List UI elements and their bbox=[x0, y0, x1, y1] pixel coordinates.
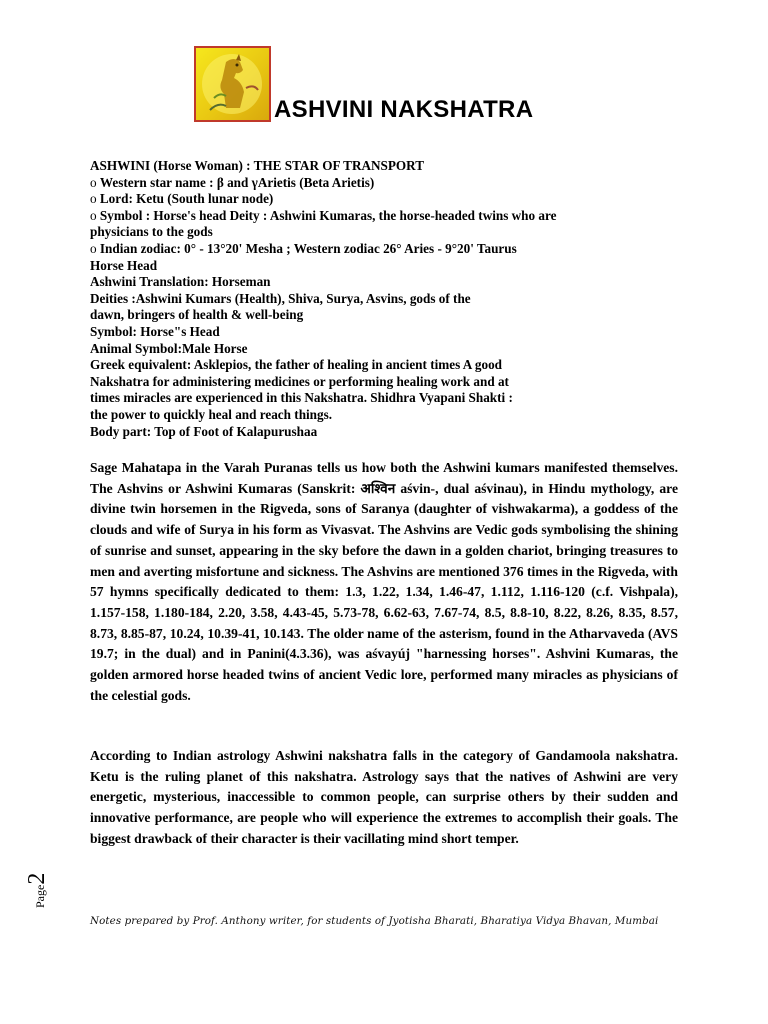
bullet-marker: o bbox=[90, 174, 100, 190]
summary-line bbox=[90, 258, 610, 275]
summary-line-text: Symbol: Horse"s Head bbox=[90, 323, 220, 339]
summary-line-text: Body part: Top of Foot of Kalapurushaa bbox=[90, 423, 318, 439]
summary-line-text: dawn, bringers of health & well-being bbox=[90, 307, 304, 323]
paragraph-origin-ashvins: Sage Mahatapa in the Varah Puranas tells us how both the Ashwini kumars manifested themselves. The Ashvins or Ashwini Kumaras (Sanskrit: अश्विन aśvin-, dual aśvinau), in Hindu mythology, are divine twin horsemen in the Rigveda, sons of Saranya (daughter of vishwakarma), a goddess of the clouds and wife of Surya in his form as Vivasvat. The Ashvins are Vedic gods symbolising the shining of sunrise and sunset, appearing in the sky before the dawn in a golden chariot, bringing treasures to men and averting misfortune and sickness. The Ashvins are mentioned 376 times in the Rigveda, with 57 hymns specifically dedicated to them: 1.3, 1.22, 1.34, 1.46-47, 1.112, 1.116-120 (c.f. Vishpala), 1.157-158, 1.180-184, 2.20, 3.58, 4.43-45, 5.73-78, 6.62-63, 7.67-74, 8.5, 8.8-10, 8.22, 8.26, 8.35, 8.57, 8.73, 8.85-87, 10.24, 10.39-41, 10.143. The older name of the asterism, found in the Atharvaveda (AVS 19.7; in the dual) and in Panini(4.3.36), was aśvayúj "harnessing horses". Ashvini Kumaras, the golden armored horse headed twins of ancient Vedic lore, performed many miracles as physicians of the celestial gods. bbox=[90, 460, 678, 703]
paragraph-astrology: According to Indian astrology Ashwini nakshatra falls in the category of Gandamoola nakshatra. Ketu is the ruling planet of this nakshatra. Astrology says that the natives of Ashwini are very energetic, mysterious, inaccessible to common people, can surprise others by their sudden and innovative performance, are people who will experience the extremes to accomplish their goals. The biggest drawback of their character is their vacillating mind short temper. bbox=[90, 748, 678, 846]
summary-line-text: Symbol : Horse's head Deity : Ashwini Kumaras, the horse-headed twins who are bbox=[99, 207, 557, 223]
summary-line-text: Greek equivalent: Asklepios, the father of healing in ancient times A good bbox=[90, 357, 502, 373]
summary-line-text: Indian zodiac: 0° - 13°20' Mesha ; Western zodiac 26° Aries - 9°20' Taurus bbox=[99, 240, 517, 256]
summary-line-text: Nakshatra for administering medicines or performing healing work and at bbox=[90, 373, 509, 389]
bullet-marker: o bbox=[90, 191, 100, 207]
page-number bbox=[24, 873, 51, 908]
summary-line-text: Horse Head bbox=[90, 257, 158, 273]
footer-credit: Notes prepared by Prof. Anthony writer, for students of Jyotisha Bharati, Bharatiya Vidya Bhavan, Mumbai bbox=[90, 915, 659, 927]
summary-line bbox=[90, 307, 610, 324]
summary-line bbox=[90, 374, 610, 391]
summary-line-text: Deities :Ashwini Kumars (Health), Shiva, Surya, Asvins, gods of the bbox=[90, 290, 471, 306]
bullet-marker: o bbox=[90, 207, 100, 223]
horse-headed-deity-icon bbox=[196, 48, 269, 120]
summary-line-text: Animal Symbol:Male Horse bbox=[90, 340, 248, 356]
summary-line bbox=[90, 208, 610, 225]
summary-line bbox=[90, 241, 610, 258]
summary-line bbox=[90, 175, 610, 192]
summary-line bbox=[90, 324, 610, 341]
nakshatra-summary bbox=[90, 158, 610, 440]
summary-line-text: physicians to the gods bbox=[90, 224, 213, 240]
page-word: Page bbox=[33, 884, 47, 908]
summary-line bbox=[90, 274, 610, 291]
summary-line-text: Ashwini Translation: Horseman bbox=[90, 274, 271, 290]
summary-line-text: the power to quickly heal and reach things. bbox=[90, 406, 333, 422]
bullet-marker: o bbox=[90, 240, 100, 256]
summary-line bbox=[90, 424, 610, 441]
summary-line bbox=[90, 191, 610, 208]
page-title: ASHVINI NAKSHATRA bbox=[274, 96, 534, 123]
summary-line bbox=[90, 341, 610, 358]
summary-line bbox=[90, 390, 610, 407]
summary-line bbox=[90, 291, 610, 308]
summary-line bbox=[90, 407, 610, 424]
summary-line bbox=[90, 158, 610, 175]
page-number-value: 2 bbox=[24, 872, 50, 885]
deity-logo-image bbox=[194, 46, 271, 122]
summary-line bbox=[90, 224, 610, 241]
summary-line bbox=[90, 357, 610, 374]
summary-line-text: Lord: Ketu (South lunar node) bbox=[99, 191, 274, 207]
summary-line-text: times miracles are experienced in this Nakshatra. Shidhra Vyapani Shakti : bbox=[90, 390, 513, 406]
summary-line-text: ASHWINI (Horse Woman) : THE STAR OF TRANSPORT bbox=[90, 158, 425, 173]
summary-line-text: Western star name : β and γArietis (Beta Arietis) bbox=[99, 174, 375, 190]
